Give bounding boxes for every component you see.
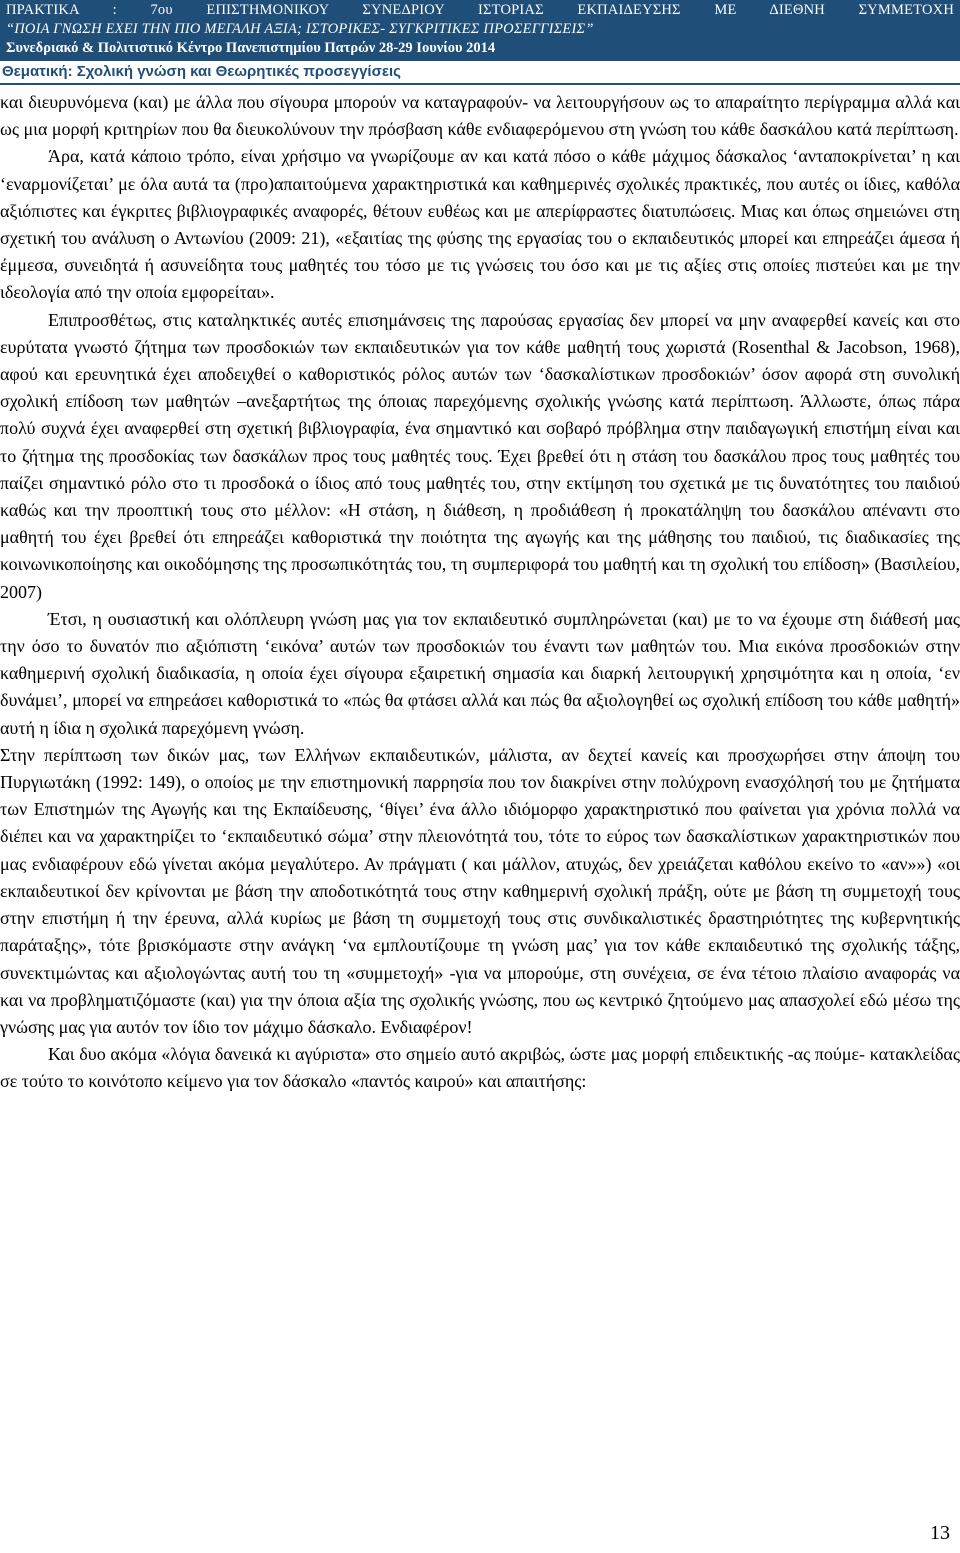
conference-theme-title: “ΠΟΙΑ ΓΝΩΣΗ ΕΧΕΙ ΤΗΝ ΠΙΟ ΜΕΓΑΛΗ ΑΞΙΑ; ΙΣΤΟΡΙΚΕΣ- ΣΥΓΚΡΙΤΙΚΕΣ ΠΡΟΣΕΓΓΙΣΕΙΣ”	[6, 21, 594, 37]
conference-header	[0, 0, 960, 61]
proceedings-title: ΠΡΑΚΤΙΚΑ : 7ου ΕΠΙΣΤΗΜΟΝΙΚΟΥ ΣΥΝΕΔΡΙΟΥ ΙΣΤΟΡΙΑΣ ΕΚΠΑΙΔΕΥΣΗΣ ΜΕ ΔΙΕΘΝΗ ΣΥΜΜΕΤΟΧΗ	[6, 2, 954, 18]
conference-venue-date: Συνεδριακό & Πολιτιστικό Κέντρο Πανεπιστημίου Πατρών 28-29 Ιουνίου 2014	[6, 40, 496, 56]
paragraph-2	[0, 143, 960, 306]
paragraph-5: Στην περίπτωση των δικών μας, των Ελλήνων εκπαιδευτικών, μάλιστα, αν δεχτεί κανείς και προσχωρήσει στην άποψη του Πυργιωτάκη (1992: 149), ο οποίος με την επιστημονική παρρησία που τον διακρίνει στην πολύχρονη ενασχόλησή του με ζητήματα των Επιστημών της Αγωγής και της Εκπαίδευσης, ‘θίγει’ ένα άλλο ιδιόμορφο χαρακτηριστικό που φαίνεται για χρόνια πολλά να διέπει και να χαρακτηρίζει το ‘εκπαιδευτικό σώμα’ στην πλειονότητά του, τότε το εύρος των δασκαλίστικων χαρακτηριστικών που μας ενδιαφέρουν εδώ γίνεται ακόμα μεγαλύτερο. Αν πράγματι ( και μάλλον, ατυχώς, δεν χρειάζεται καθόλου εκείνο το «αν»») «οι εκπαιδευτικοί δεν κρίνονται με βάση την αποδοτικότητά τους στην καθημερινή σχολική πράξη, ούτε με βάση τη συμμετοχή τους στην επιστήμη ή την έρευνα, αλλά κυρίως με βάση τη συμμετοχή τους στις συνδικαλιστικές δραστηριότητες της κυβερνητικής παράταξης», τότε βρισκόμαστε στην ανάγκη ‘να εμπλουτίζουμε τη γνώση μας’ για τον κάθε εκπαιδευτικό της σχολικής τάξης, συνεκτιμώντας και αξιολογώντας αυτή του τη «συμμετοχή» -για να μπορούμε, στη συνέχεια, σε ένα τέτοιο πλαίσιο αναφοράς να και να προβληματιζόμαστε (και) για την όποια αξία της σχολικής γνώσης, που ως κεντρικό ζητούμενο μας απασχολεί εδώ μέσω της γνώσης μας για αυτόν τον ίδιο τον μάχιμο δάσκαλο. Ενδιαφέρον!	[0, 744, 960, 1037]
paragraph-4: Έτσι, η ουσιαστική και ολόπλευρη γνώση μας για τον εκπαιδευτικό συμπληρώνεται (και) με το να έχουμε στη διάθεσή μας την όσο το δυνατόν πιο αξιόπιστη ‘εικόνα’ αυτών των προσδοκιών του έναντι των μαθητών του. Μια εικόνα προσδοκιών στην καθημερινή σχολική διαδικασία, η οποία έχει σίγουρα εξαιρετική σημασία και διαρκή λειτουργική χρησιμότητα και η οποία, ‘εν δυνάμει’, μπορεί να επηρεάσει καθοριστικά το «πώς θα φτάσει αλλά και πώς θα αξιολογηθεί ως σχολική επίδοση του κάθε μαθητή» αυτή η ίδια η σχολικά παρεχόμενη γνώση.	[0, 608, 960, 738]
paragraph-2-part-b: Μιας και όπως σημειώνει στη σχετική του ανάλυση ο Αντωνίου (2009: 21), «εξαιτίας της φύσης της εργασίας του ο εκπαιδευτικός μπορεί και επηρεάζει άμεσα ή έμμεσα, συνειδητά ή ασυνείδητα τους μαθητές του τόσο με τις γνώσεις του όσο και με τις αξίες στις οποίες πιστεύει και με την ιδεολογία από την οποία εμφορείται».	[0, 200, 960, 303]
paragraph-6: Και δυο ακόμα «λόγια δανεικά κι αγύριστα» στο σημείο αυτό ακριβώς, ώστε μας μορφή επιδεικτικής -ας πούμε- κατακλείδας σε τούτο το κοινότοπο κείμενο για τον δάσκαλο «παντός καιρού» και απαιτήσης:	[0, 1044, 960, 1092]
paragraph-3: Επιπροσθέτως, στις καταληκτικές αυτές επισημάνσεις της παρούσας εργασίας δεν μπορεί να μην αναφερθεί κανείς και στο ευρύτατα γνωστό ζήτημα των προσδοκιών των εκπαιδευτικών για τον κάθε μαθητή τους χωριστά (Rosenthal & Jacobson, 1968), αφού και ερευνητικά έχει αποδειχθεί ο καθοριστικός ρόλος αυτών των ‘δασκαλίστικων προσδοκιών’ όσον αφορά στη συνολική σχολική επίδοση των μαθητών –ανεξαρτήτως της όποιας παρεχόμενης σχολικής γνώσης κατά περίπτωση. Άλλωστε, όπως πάρα πολύ συχνά έχει αναφερθεί στη σχετική βιβλιογραφία, ένα σημαντικό και σοβαρό πρόβλημα στην παιδαγωγική επιστήμη είναι και το ζήτημα της προσδοκίας των δασκάλων προς τους μαθητές τους. Έχει βρεθεί ότι η στάση του δασκάλου προς τους μαθητές του παίζει σημαντικό ρόλο στο τι προσδοκά ο ίδιος από τους μαθητές του, στην εκτίμηση του σχετικά με τις δυνατότητες του παιδιού καθώς και την προοπτική τους στο μέλλον: «Η στάση, η διάθεση, η προδιάθεση ή προκατάληψη του δασκάλου απέναντι στο μαθητή του έχει βρεθεί ότι επηρεάζει καθοριστικά την ποιότητα της αγωγής και της μάθησης του παιδιού, τις διαδικασίες της κοινωνικοποίησης και οικοδόμησης της προσωπικότητάς του, τη συμπεριφορά του μαθητή και τη σχολική του επίδοση» (Βασιλείου, 2007)	[0, 309, 960, 602]
page-body	[0, 85, 960, 1096]
page-number: 13	[930, 1522, 950, 1544]
paragraph-2-part-a: Άρα, κατά κάποιο τρόπο, είναι χρήσιμο να γνωρίζουμε αν και κατά πόσο ο κάθε μάχιμος δάσκαλος ‘ανταποκρίνεται’ η και ‘εναρμονίζεται’ με όλα αυτά τα (προ)απαιτούμενα χαρακτηριστικά και καθημερινές σχολικές πρακτικές, που αυτές οι ίδιες, καθόλα αξιόπιστες και έγκριτες βιβλιογραφικές αναφορές, θέτουν ευθέως και με απερίφραστες διατυπώσεις.	[0, 146, 960, 221]
thematic-section-label: Θεματική: Σχολική γνώση και Θεωρητικές προσεγγίσεις	[0, 61, 960, 85]
paragraph-continuation: και διευρυνόμενα (και) με άλλα που σίγουρα μπορούν να καταγραφούν- να λειτουργήσουν ως το απαραίτητο περίγραμμα αλλά και ως μια μορφή κριτηρίων που θα διευκολύνουν την πρόσβαση κάθε ενδιαφερόμενου στη γνώση του κάθε δασκάλου κατά περίπτωση.	[0, 92, 960, 140]
